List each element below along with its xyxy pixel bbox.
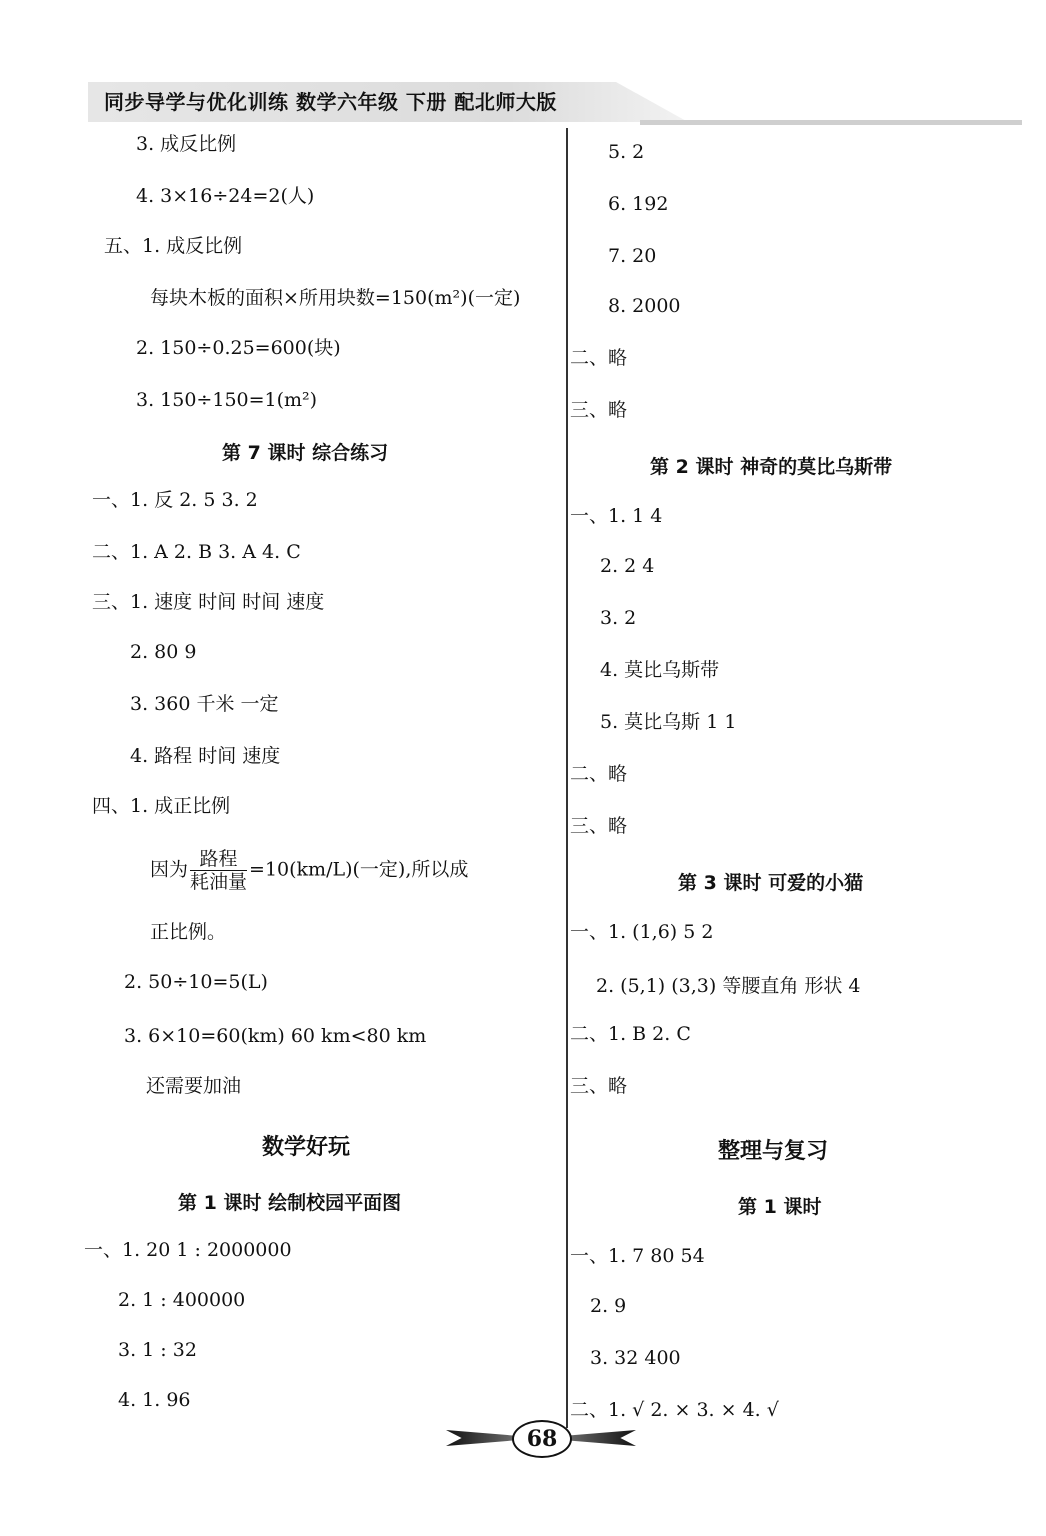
answer-line: 4. 3×16÷24=2(人) (136, 185, 315, 207)
answer-line: 2. 9 (590, 1295, 627, 1317)
answer-line: 8. 2000 (608, 295, 681, 317)
lesson-heading: 第 2 课时 神奇的莫比乌斯带 (650, 456, 893, 478)
answer-line: 4. 1. 96 (118, 1389, 191, 1411)
section-title: 整理与复习 (718, 1139, 829, 1164)
book-title: 同步导学与优化训练 数学六年级 下册 配北师大版 (104, 90, 557, 114)
answer-line: 四、1. 成正比例 (92, 795, 231, 817)
answer-line: 五、1. 成反比例 (104, 235, 243, 257)
answer-line: 3. 2 (600, 607, 637, 629)
fraction (190, 848, 247, 893)
lesson-heading: 第 1 课时 绘制校园平面图 (178, 1192, 402, 1214)
answer-line: 5. 莫比乌斯 1 1 (600, 711, 737, 733)
answer-line: 2. 150÷0.25=600(块) (136, 337, 341, 359)
answer-line: 三、1. 速度 时间 时间 速度 (92, 591, 325, 613)
answer-line: 2. 50÷10=5(L) (124, 971, 268, 993)
fraction-numerator: 路程 (190, 848, 247, 871)
section-title: 数学好玩 (262, 1135, 351, 1160)
page-number: 68 (512, 1420, 572, 1458)
answer-line: 3. 32 400 (590, 1347, 681, 1369)
lesson-heading: 第 3 课时 可爱的小猫 (678, 872, 864, 894)
fraction-line (150, 848, 468, 893)
answer-line: 二、1. √ 2. × 3. × 4. √ (570, 1399, 779, 1421)
answer-line: 二、略 (570, 763, 628, 785)
answer-line: 二、略 (570, 347, 628, 369)
answer-line: 6. 192 (608, 193, 669, 215)
answer-line: 5. 2 (608, 141, 645, 163)
fraction-suffix: =10(km/L)(一定),所以成 (249, 858, 469, 881)
answer-line: 三、略 (570, 1075, 628, 1097)
answer-line: 一、1. 1 4 (570, 505, 663, 527)
lesson-heading: 第 7 课时 综合练习 (222, 442, 389, 464)
answer-line: 2. 1 : 400000 (118, 1289, 246, 1311)
fraction-prefix: 因为 (150, 858, 189, 881)
answer-line: 4. 莫比乌斯带 (600, 659, 720, 681)
header-rule (640, 120, 1022, 125)
answer-line: 2. 2 4 (600, 555, 655, 577)
lesson-heading: 第 1 课时 (738, 1196, 822, 1218)
answer-line: 每块木板的面积×所用块数=150(m²)(一定) (150, 287, 521, 309)
answer-line: 三、略 (570, 399, 628, 421)
answer-line: 一、1. 7 80 54 (570, 1245, 705, 1267)
answer-line: 还需要加油 (146, 1075, 242, 1097)
answer-line: 7. 20 (608, 245, 657, 267)
answer-line: 一、1. 20 1 : 2000000 (84, 1239, 292, 1261)
fraction-denominator: 耗油量 (190, 871, 248, 893)
answer-line: 二、1. B 2. C (570, 1023, 691, 1045)
answer-line: 2. 80 9 (130, 641, 197, 663)
answer-line: 一、1. (1,6) 5 2 (570, 921, 714, 943)
answer-line: 三、略 (570, 815, 628, 837)
page-number-ornament (446, 1420, 636, 1456)
answer-line: 3. 6×10=60(km) 60 km<80 km (124, 1025, 427, 1047)
answer-line: 4. 路程 时间 速度 (130, 745, 281, 767)
answer-line: 3. 360 千米 一定 (130, 693, 279, 715)
answer-line: 2. (5,1) (3,3) 等腰直角 形状 4 (596, 975, 861, 997)
answer-line: 一、1. 反 2. 5 3. 2 (92, 489, 258, 511)
answer-line: 3. 1 : 32 (118, 1339, 197, 1361)
column-divider (566, 128, 568, 1428)
answer-line: 3. 150÷150=1(m²) (136, 389, 318, 411)
answer-line: 二、1. A 2. B 3. A 4. C (92, 541, 301, 563)
answer-line: 正比例。 (150, 921, 227, 943)
answer-line: 3. 成反比例 (136, 133, 237, 155)
